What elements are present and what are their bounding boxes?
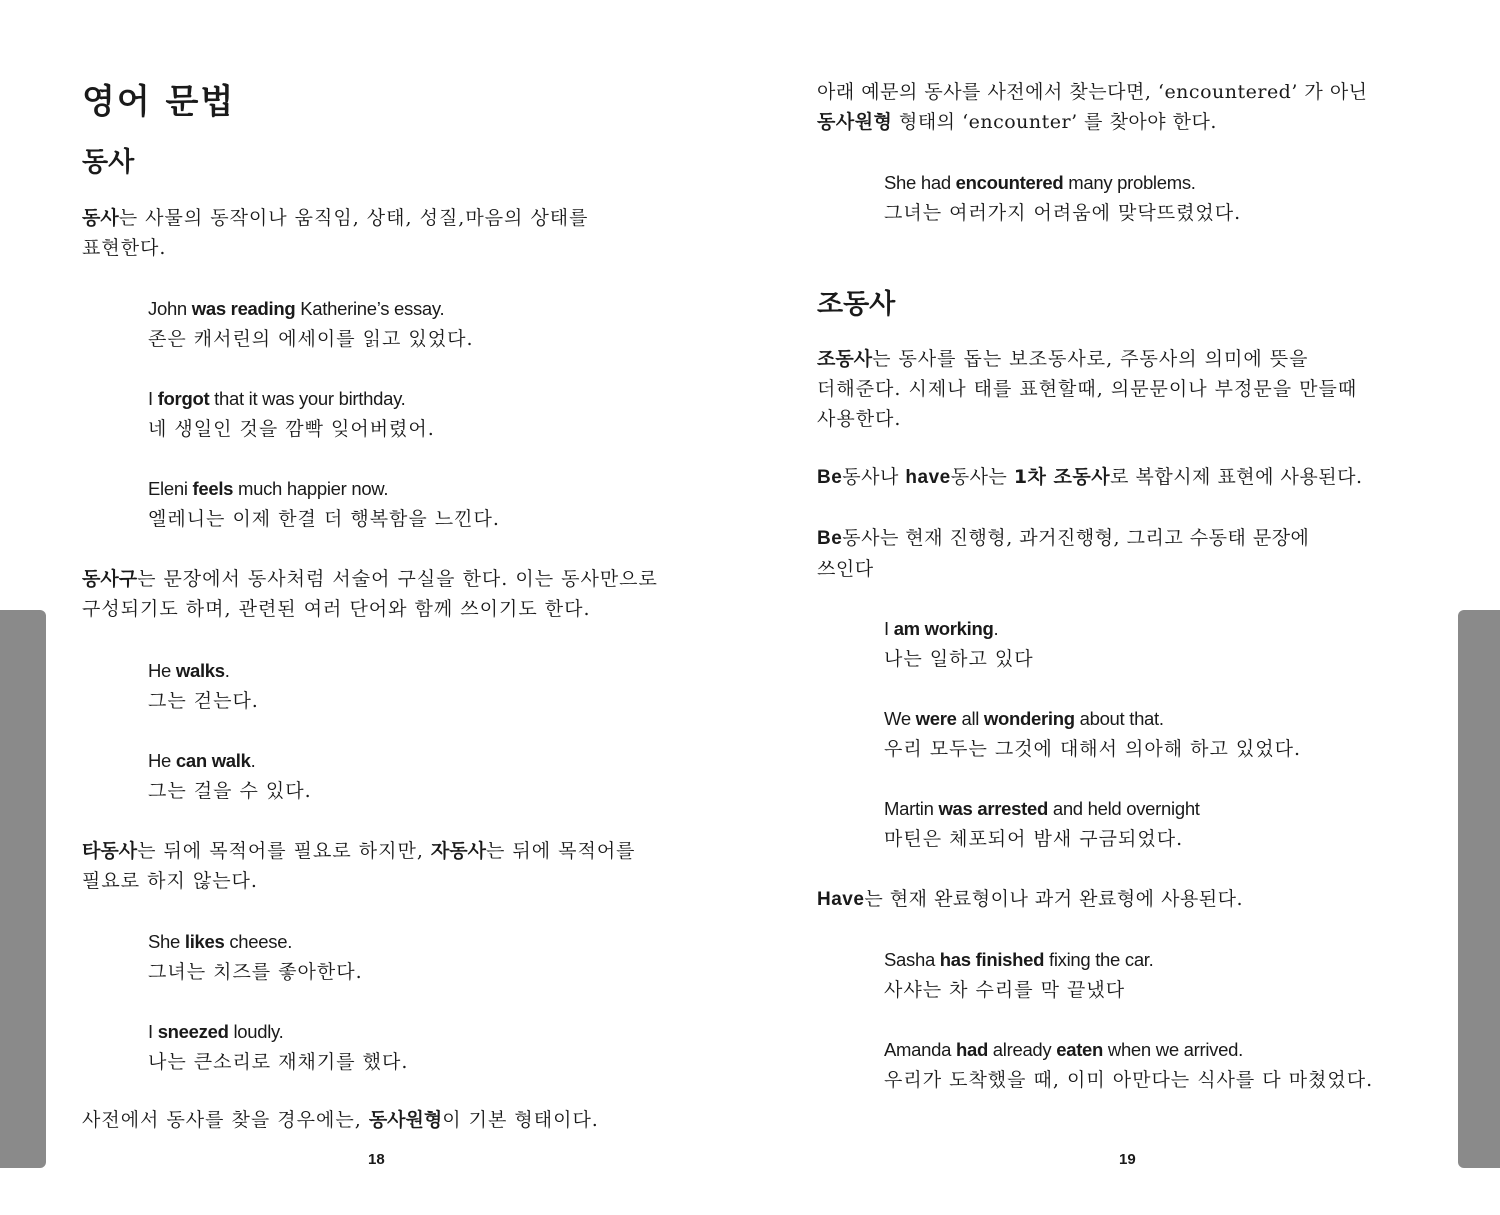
text-span: I — [884, 618, 894, 639]
text-span — [817, 107, 1368, 137]
text-span: Eleni — [148, 478, 193, 499]
chapter-tab-right — [1458, 610, 1500, 1168]
text-span: much happier now. — [233, 478, 389, 499]
bold-term: wondering — [983, 708, 1075, 729]
bold-term: eaten — [1056, 1039, 1104, 1060]
text-span: Have — [817, 889, 865, 910]
text-span: many problems. — [1063, 172, 1196, 193]
be-verb-paragraph — [817, 523, 1309, 584]
text-span: 사용한다. — [817, 408, 902, 430]
text-span: 우리 모두는 그것에 대해서 의아해 하고 있었다. — [884, 738, 1302, 760]
text-span: 이 기본 형태이다. — [442, 1109, 599, 1131]
text-span: He — [148, 660, 176, 681]
text-span: 필요로 하지 않는다. — [82, 870, 258, 892]
text-span: 동사는 — [950, 466, 1014, 488]
text-span: 표현한다. — [82, 237, 167, 259]
transitive-intransitive-paragraph — [82, 836, 636, 896]
dictionary-form-paragraph — [82, 1105, 599, 1135]
text-span: 그는 걷는다. — [148, 690, 259, 712]
text-span: She had — [884, 172, 956, 193]
example-item — [148, 294, 500, 384]
text-span: fixing the car. — [1044, 949, 1154, 970]
text-span: She — [148, 931, 185, 952]
bold-term: likes — [184, 931, 225, 952]
text-span: all — [956, 708, 984, 729]
text-span: 는 동사를 돕는 보조동사로, 주동사의 의미에 뜻을 — [872, 348, 1309, 370]
text-span: 존은 캐서린의 에세이를 읽고 있었다. — [148, 328, 474, 350]
bold-term: can walk — [175, 750, 251, 771]
example-group-1 — [148, 294, 500, 564]
be-example-group — [884, 614, 1301, 884]
section-title-auxiliary-verbs: 조동사 — [817, 289, 896, 320]
text-span: 는 사물의 동작이나 움직임, 상태, 성질,마음의 상태를 — [118, 207, 589, 229]
text-span — [148, 474, 500, 504]
term-auxiliary: 조동사 — [817, 348, 873, 370]
text-span: 사샤는 차 수리를 막 끝냈다 — [884, 979, 1126, 1001]
page-number: 18 — [368, 1151, 385, 1168]
text-span: have — [905, 467, 951, 488]
text-span: Katherine’s essay. — [295, 298, 445, 319]
text-span: 나는 일하고 있다 — [884, 648, 1034, 670]
bold-term: were — [915, 708, 957, 729]
example-item — [148, 384, 500, 474]
example-item — [148, 927, 408, 1017]
text-span: that it was your birthday. — [209, 388, 406, 409]
text-span — [82, 564, 658, 594]
text-span: 동사는 현재 진행형, 과거진행형, 그리고 수동태 문장에 — [842, 527, 1310, 549]
text-span: 구성되기도 하며, 관련된 여러 단어와 함께 쓰이기도 한다. — [82, 598, 591, 620]
text-span: 네 생일인 것을 깜빡 잊어버렸어. — [148, 418, 435, 440]
text-span: cheese. — [224, 931, 293, 952]
text-span — [884, 794, 1301, 824]
text-span: 는 뒤에 목적어를 — [485, 840, 636, 862]
text-span: 그는 걸을 수 있다. — [148, 780, 312, 802]
term-verb: 동사 — [82, 207, 119, 229]
text-span: 우리가 도착했을 때, 이미 아만다는 식사를 다 마쳤었다. — [884, 1069, 1374, 1091]
text-span — [884, 614, 1301, 644]
bold-term: walks — [175, 660, 225, 681]
text-span — [82, 203, 589, 233]
text-span — [817, 344, 1357, 374]
text-span: Martin — [884, 798, 939, 819]
text-span — [817, 523, 1309, 554]
term-transitive: 타동사 — [82, 840, 138, 862]
text-span: 는 뒤에 목적어를 필요로 하지만, — [137, 840, 431, 862]
text-span: We — [884, 708, 916, 729]
bold-term: had — [955, 1039, 988, 1060]
text-span: Sasha — [884, 949, 940, 970]
text-span — [148, 384, 500, 414]
example-item — [884, 614, 1301, 704]
text-span: He — [148, 750, 176, 771]
bold-term: was arrested — [938, 798, 1048, 819]
text-span: 로 복합시제 표현에 사용된다. — [1110, 466, 1363, 488]
page-title: 영어 문법 — [82, 82, 236, 122]
text-span: already — [987, 1039, 1057, 1060]
dictionary-lookup-paragraph — [817, 77, 1368, 137]
term-base-form: 동사원형 — [817, 111, 893, 133]
text-span: about that. — [1074, 708, 1164, 729]
text-span: I — [148, 388, 158, 409]
text-span: loudly. — [228, 1021, 284, 1042]
text-span — [148, 1017, 408, 1047]
bold-term: feels — [192, 478, 234, 499]
text-span: 더해준다. 시제나 태를 표현할때, 의문문이나 부정문을 만들때 — [817, 378, 1358, 400]
text-span: 그녀는 여러가지 어려움에 맞닥뜨렸었다. — [884, 202, 1242, 224]
chapter-tab-left — [0, 610, 46, 1168]
example-group-3 — [148, 927, 408, 1107]
text-span: Be — [817, 528, 843, 549]
example-item — [148, 656, 312, 746]
text-span: 그녀는 치즈를 좋아한다. — [148, 961, 363, 983]
example-item — [884, 704, 1301, 794]
example-group-2 — [148, 656, 312, 836]
text-span — [148, 746, 312, 776]
text-span: 는 현재 완료형이나 과거 완료형에 사용된다. — [864, 888, 1244, 910]
verb-definition-paragraph — [82, 203, 589, 263]
text-span: 아래 예문의 동사를 사전에서 찾는다면, ‘encountered’ 가 아닌 — [817, 81, 1368, 103]
have-paragraph — [817, 884, 1243, 915]
text-span: 쓰인다 — [817, 558, 874, 580]
term-intransitive: 자동사 — [430, 840, 486, 862]
text-span: 형태의 ‘encounter’ 를 찾아야 한다. — [892, 111, 1217, 133]
bold-term: 1차 조동사 — [1013, 466, 1111, 488]
example-item — [884, 168, 1241, 228]
text-span: 사전에서 동사를 찾을 경우에는, — [82, 1109, 369, 1131]
bold-term: sneezed — [157, 1021, 229, 1042]
example-item — [148, 1017, 408, 1107]
bold-term: was reading — [191, 298, 296, 319]
term-verb-phrase: 동사구 — [82, 568, 138, 590]
bold-term: forgot — [157, 388, 210, 409]
text-span — [884, 1035, 1373, 1065]
text-span: 는 문장에서 동사처럼 서술어 구실을 한다. 이는 동사만으로 — [137, 568, 658, 590]
text-span: John — [148, 298, 192, 319]
text-span — [148, 927, 408, 957]
text-span: 마틴은 체포되어 밤새 구금되었다. — [884, 828, 1184, 850]
example-item — [884, 794, 1301, 884]
example-item — [148, 746, 312, 836]
bold-term: encountered — [955, 172, 1064, 193]
text-span: 나는 큰소리로 재채기를 했다. — [148, 1051, 409, 1073]
have-example-group — [884, 945, 1373, 1125]
text-span — [148, 294, 500, 324]
bold-term: am working — [893, 618, 994, 639]
primary-auxiliary-paragraph — [817, 462, 1363, 493]
text-span — [148, 656, 312, 686]
bold-term: has finished — [939, 949, 1045, 970]
text-span: and held overnight — [1047, 798, 1200, 819]
section-title-verbs: 동사 — [82, 147, 135, 178]
text-span — [884, 945, 1373, 975]
text-span: when we arrived. — [1103, 1039, 1243, 1060]
text-span: . — [250, 750, 256, 771]
text-span — [82, 836, 636, 866]
text-span: Amanda — [884, 1039, 956, 1060]
auxiliary-definition-paragraph — [817, 344, 1357, 434]
text-span: I — [148, 1021, 158, 1042]
example-item — [884, 945, 1373, 1035]
text-span — [884, 704, 1301, 734]
page-number: 19 — [1119, 1151, 1136, 1168]
term-base-form: 동사원형 — [368, 1109, 443, 1131]
text-span: 동사나 — [842, 466, 906, 488]
text-span: Be — [817, 467, 843, 488]
text-span: 엘레니는 이제 한결 더 행복함을 느낀다. — [148, 508, 500, 530]
example-item — [148, 474, 500, 564]
page-19 — [750, 0, 1500, 1215]
verb-phrase-paragraph — [82, 564, 658, 624]
text-span: . — [224, 660, 230, 681]
text-span: . — [993, 618, 999, 639]
example-item — [884, 1035, 1373, 1125]
text-span — [884, 168, 1241, 198]
